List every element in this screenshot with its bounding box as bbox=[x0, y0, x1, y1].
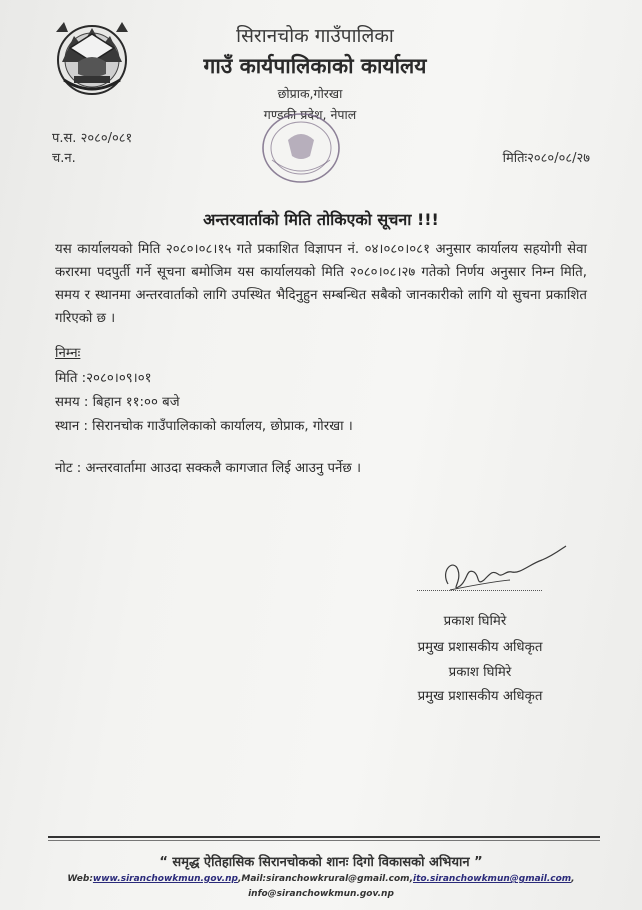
municipality-name: सिरानचोक गाउँपालिका bbox=[236, 25, 394, 47]
footer-rule bbox=[48, 836, 600, 838]
signatory-name: प्रकाश घिमिरे bbox=[443, 614, 507, 629]
email-link[interactable]: siranchowkrural@gmail.com, bbox=[266, 874, 413, 884]
footer-slogan: “ समृद्ध ऐतिहासिक सिरानचोकको शानः दिगो विकासको अभियान ” bbox=[159, 855, 483, 870]
office-place: छोप्राक,गोरखा bbox=[277, 86, 343, 101]
office-name: गाउँ कार्यपालिकाको कार्यालय bbox=[203, 54, 427, 78]
stamp-signatory-name: प्रकाश घिमिरे bbox=[448, 665, 512, 680]
stamp-signatory-title: प्रमुख प्रशासकीय अधिकृत bbox=[417, 689, 543, 704]
notice-note: नोट : अन्तरवार्तामा आउदा सक्कलै कागजात लिई आउनु पर्नेछ । bbox=[55, 461, 361, 476]
nepal-emblem-icon bbox=[52, 18, 132, 98]
info-email-link[interactable]: info@siranchowkmun.gov.np bbox=[248, 889, 394, 899]
interview-date: मिति :२०८०।०९।०१ bbox=[55, 371, 152, 386]
signature-line bbox=[417, 590, 542, 591]
dispatch-number: च.न. bbox=[52, 151, 76, 166]
handwritten-signature-icon bbox=[420, 540, 570, 600]
office-stamp-icon bbox=[258, 110, 344, 190]
web-label: Web: bbox=[67, 874, 93, 884]
notice-body: यस कार्यालयको मिति २०८०।०८।१५ गते प्रकाशित विज्ञापन नं. ०४।०८०।०८१ अनुसार कार्यालय सहयोगी सेवा करारमा पदपुर्ती गर्ने सूचना बमोजिम यस कार्यालयको मिति २०८०।०८।२७ गतेको निर्णय अनुसार निम्न मिति, समय र स्थानमा अन्तरवार्ताको लागि उपस्थित भैदिनुहुन सम्बन्धित सबैको जानकारीको लागि यो सुचना प्रकाशित गरिएको छ । bbox=[55, 242, 587, 326]
signatory-title: प्रमुख प्रशासकीय अधिकृत bbox=[417, 640, 543, 655]
office-province: गण्डकी प्रदेश, नेपाल bbox=[263, 107, 357, 122]
notice-title: अन्तरवार्ताको मिति तोकिएको सूचना !!! bbox=[203, 210, 439, 229]
interview-place: स्थान : सिरानचोक गाउँपालिकाको कार्यालय, छोप्राक, गोरखा । bbox=[55, 419, 353, 434]
website-link[interactable]: www.siranchowkmun.gov.np bbox=[92, 874, 238, 884]
footer-rule-thin bbox=[48, 840, 600, 841]
details-heading: निम्नः bbox=[55, 346, 81, 361]
comma-separator: , bbox=[571, 874, 575, 884]
interview-time: समय : बिहान ११:०० बजे bbox=[55, 395, 180, 410]
mail-label: ,Mail: bbox=[237, 874, 267, 884]
letter-date: मितिः२०८०/०८/२७ bbox=[502, 151, 590, 166]
ito-email-link[interactable]: ito.siranchowkmun@gmail.com bbox=[412, 874, 572, 884]
fiscal-year: प.स. २०८०/०८१ bbox=[52, 131, 133, 146]
footer-contacts bbox=[0, 872, 642, 902]
